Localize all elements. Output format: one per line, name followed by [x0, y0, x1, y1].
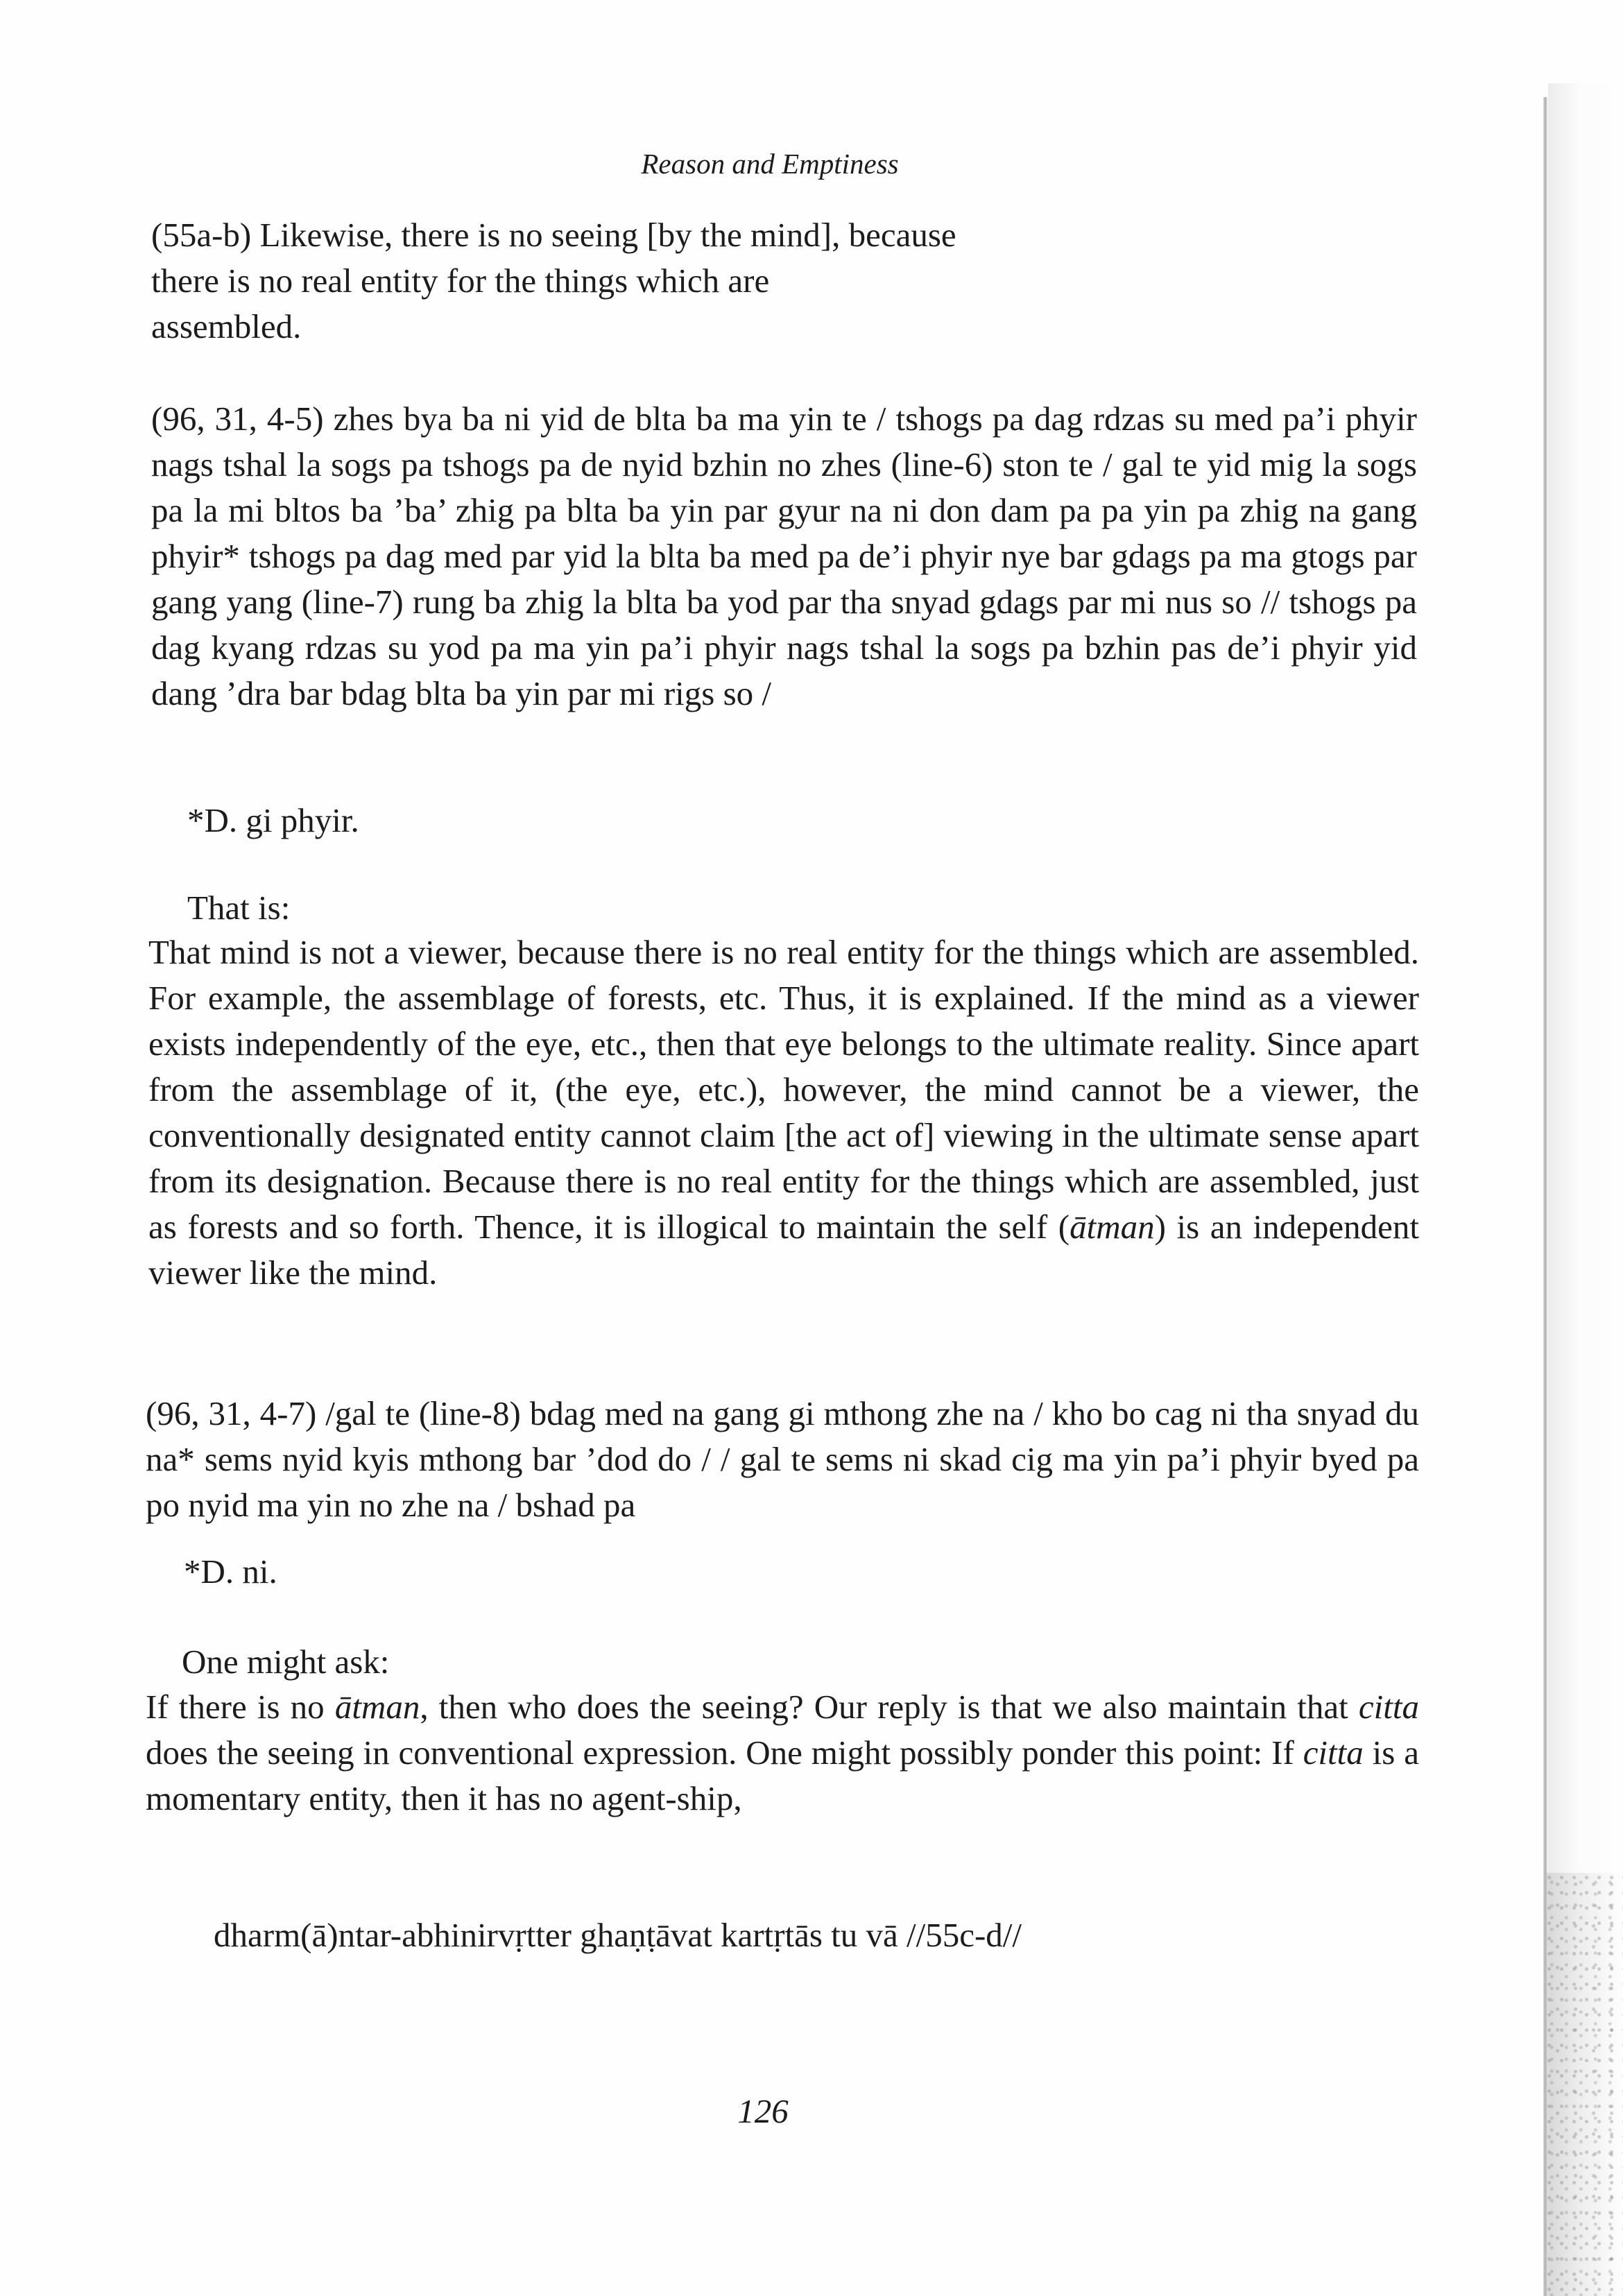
translation-1-text-b: ) is an independent viewer like the mind. — [148, 1208, 1419, 1292]
running-head: Reason and Emptiness — [641, 148, 899, 180]
translation-2-italic-2: citta — [1358, 1688, 1419, 1726]
translation-2-text-3: does the seeing in conventional expression. One might possibly ponder this point: If — [146, 1733, 1303, 1772]
translation-1-italic: ātman — [1070, 1208, 1155, 1246]
translation-2-italic-3: citta — [1303, 1733, 1364, 1772]
translation-2 — [146, 1684, 1419, 1822]
verse-line-1: (55a-b) Likewise, there is no seeing [by the mind], because — [151, 216, 956, 254]
footnote-2: *D. ni. — [184, 1552, 277, 1591]
translation-2-text-4: is a momentary entity, then it has no agent-ship, — [146, 1733, 1420, 1817]
sanskrit-verse: dharm(ā)ntar-abhinirvṛtter ghaṇṭāvat kartṛtās tu vā //55c-d// — [214, 1916, 1022, 1954]
one-might-ask-label: One might ask: — [182, 1643, 390, 1681]
tibetan-passage-1: (96, 31, 4-5) zhes bya ba ni yid de blta ba ma yin te / tshogs pa dag rdzas su med pa’i phyir nags tshal la sogs pa tshogs pa de nyid bzhin no zhes (line-6) ston te / gal te yid mig la sogs pa la mi bltos ba ’ba’ zhig pa blta ba yin par gyur na ni don dam pa pa yin pa zhig na gang phyir* tshogs pa dag med par yid la blta ba med pa de’i phyir nye bar gdags pa ma gtogs par gang yang (line-7) rung ba zhig la blta ba yod par tha snyad gdags par mi nus so // tshogs pa dag kyang rdzas su yod pa ma yin pa’i phyir nags tshal la sogs pa bzhin pas de’i phyir yid dang ’dra bar bdag blta ba yin par mi rigs so / — [151, 400, 1417, 712]
translation-2-italic-1: ātman — [334, 1688, 420, 1726]
verse-line-3: assembled. — [151, 307, 302, 345]
translation-2-text-1: If there is no — [146, 1688, 335, 1726]
page-number: 126 — [737, 2092, 789, 2130]
translation-1 — [148, 929, 1419, 1296]
scan-speckle — [1547, 1873, 1623, 2296]
verse-translation — [151, 212, 1122, 350]
footnote-1: *D. gi phyir. — [187, 801, 359, 839]
that-is-label: That is: — [187, 889, 291, 927]
translation-1-text-a: That mind is not a viewer, because there is no real entity for the things which are assembled. For example, the assemblage of forests, etc. Thus, it is explained. If the mind as a viewer exists independently of the eye, etc., then that eye belongs to the ultimate reality. Since apart from the assemblage of it, (the eye, etc.), however, the mind cannot be a viewer, the conventionally designated entity cannot claim [the act of] viewing in the ultimate sense apart from its designation. Because there is no real entity for the things which are assembled, just as forests and so forth. Thence, it is illogical to maintain the self ( — [148, 933, 1419, 1246]
verse-line-2: there is no real entity for the things which are — [151, 262, 770, 300]
tibetan-passage-2: (96, 31, 4-7) /gal te (line-8) bdag med na gang gi mthong zhe na / kho bo cag ni tha snyad du na* sems nyid kyis mthong bar ’dod do / / gal te sems ni skad cig ma yin pa’i phyir byed pa po nyid ma yin no zhe na / bshad pa — [146, 1394, 1419, 1524]
translation-2-text-2: , then who does the seeing? Our reply is that we also maintain that — [420, 1688, 1359, 1726]
